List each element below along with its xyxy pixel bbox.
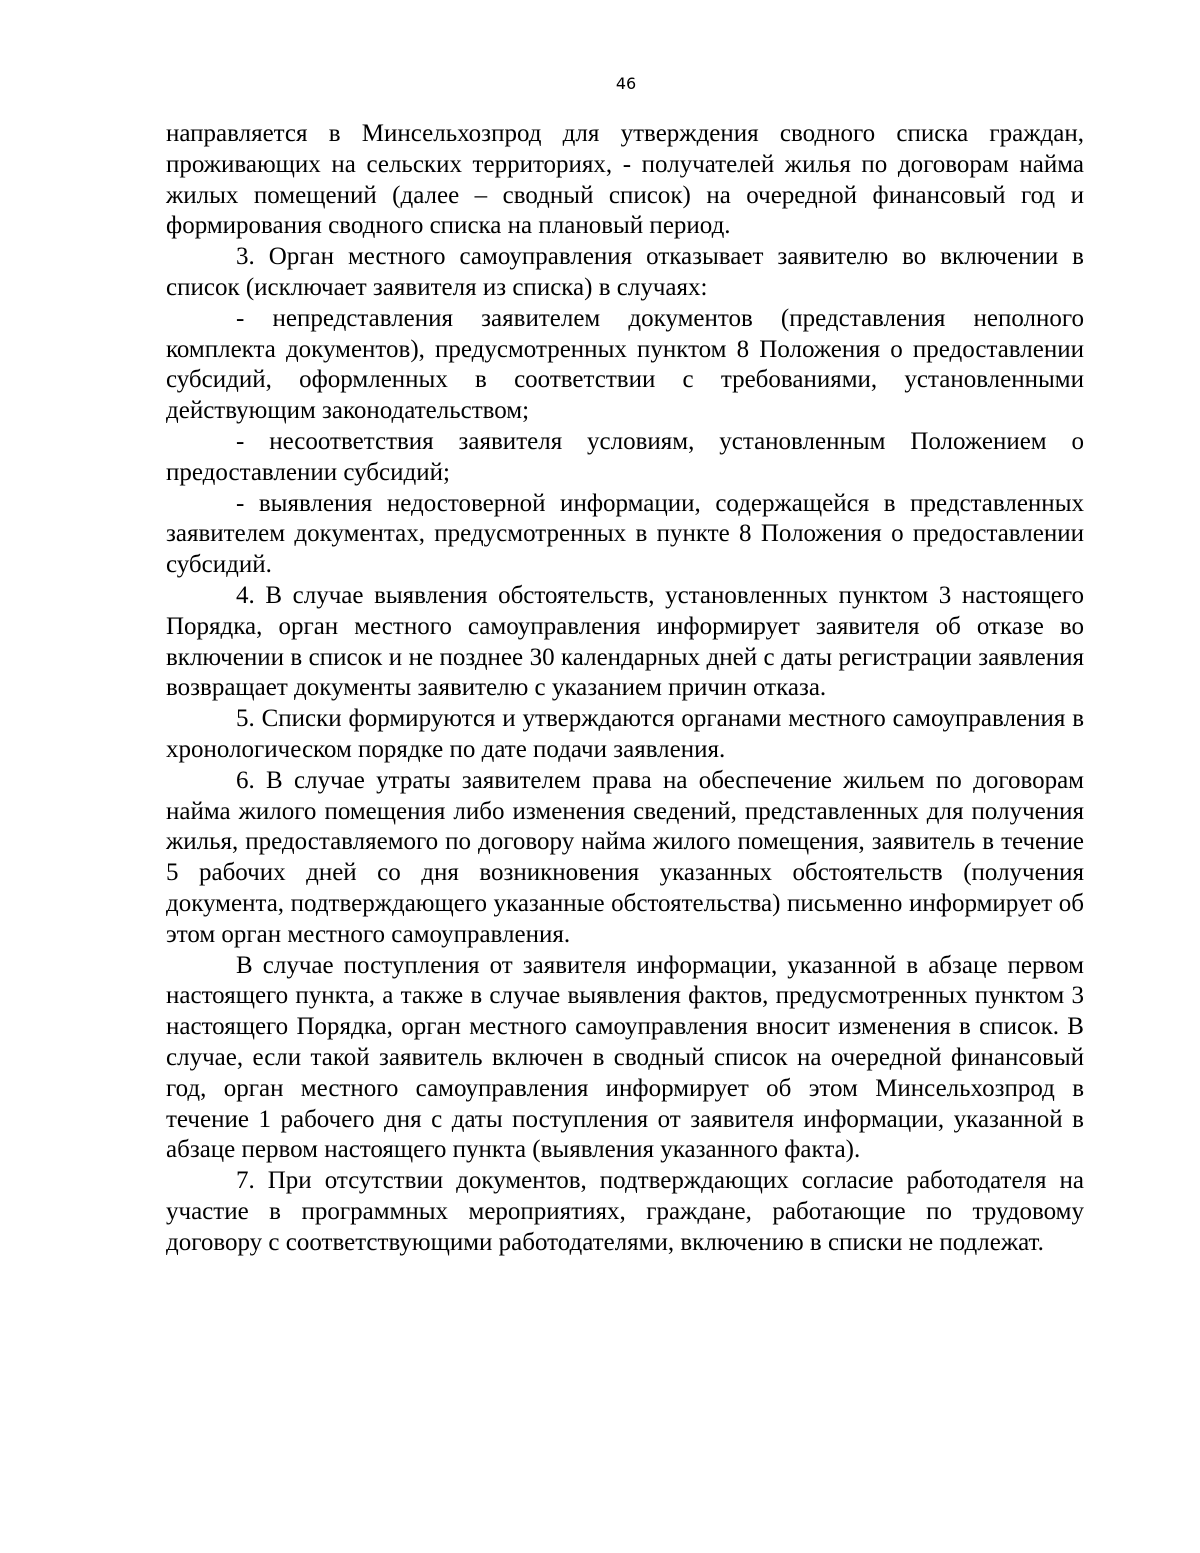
paragraph-bullet-nonsubmission: - непредставления заявителем документов (представления неполного комплекта документов), предусмотренных пунктом 8 Положения о предоставлении субсидий, оформленных в соответствии с требованиями, установленными действующим законодательством; bbox=[166, 304, 1084, 425]
paragraph-item-3: 3. Орган местного самоуправления отказывает заявителю во включении в список (исключает заявителя из списка) в случаях: bbox=[166, 243, 1084, 301]
paragraph-continuation: направляется в Минсельхозпрод для утверждения сводного списка граждан, проживающих на сельских территориях, - получателей жилья по договорам найма жилых помещений (далее – сводный список) на очередной финансовый год и формирования сводного списка на плановый период. bbox=[166, 120, 1084, 240]
paragraph-item-4: 4. В случае выявления обстоятельств, установленных пунктом 3 настоящего Порядка, орган местного самоуправления информирует заявителя об отказе во включении в список и не позднее 30 календарных дней с даты регистрации заявления возвращает документы заявителю с указанием причин отказа. bbox=[166, 581, 1084, 702]
paragraph-item-5: 5. Списки формируются и утверждаются органами местного самоуправления в хронологическом порядке по дате подачи заявления. bbox=[166, 705, 1084, 763]
document-body bbox=[166, 119, 1084, 1258]
paragraph-bullet-noncompliance: - несоответствия заявителя условиям, установленным Положением о предоставлении субсидий; bbox=[166, 427, 1084, 486]
paragraph-item-7: 7. При отсутствии документов, подтверждающих согласие работодателя на участие в программных мероприятиях, граждане, работающие по трудовому договору с соответствующими работодателями, включению в списки не подлежат. bbox=[166, 1167, 1084, 1256]
paragraph-item-6: 6. В случае утраты заявителем права на обеспечение жильем по договорам найма жилого помещения либо изменения сведений, представленных для получения жилья, предоставляемого по договору найма жилого помещения, заявитель в течение 5 рабочих дней со дня возникновения указанных обстоятельств (получения документа, подтверждающего указанные обстоятельства) письменно информирует об этом орган местного самоуправления. bbox=[166, 766, 1084, 948]
page-number: 46 bbox=[615, 74, 637, 93]
paragraph-bullet-false-info: - выявления недостоверной информации, содержащейся в представленных заявителем документах, предусмотренных в пункте 8 Положения о предоставлении субсидий. bbox=[166, 489, 1084, 579]
paragraph-item-6-part-2: В случае поступления от заявителя информации, указанной в абзаце первом настоящего пункта, а также в случае выявления фактов, предусмотренных пунктом 3 настоящего Порядка, орган местного самоуправления вносит изменения в список. В случае, если такой заявитель включен в сводный список на очередной финансовый год, орган местного самоуправления информирует об этом Минсельхозпрод в течение 1 рабочего дня с даты поступления от заявителя информации, указанной в абзаце первом настоящего пункта (выявления указанного факта). bbox=[166, 951, 1084, 1164]
